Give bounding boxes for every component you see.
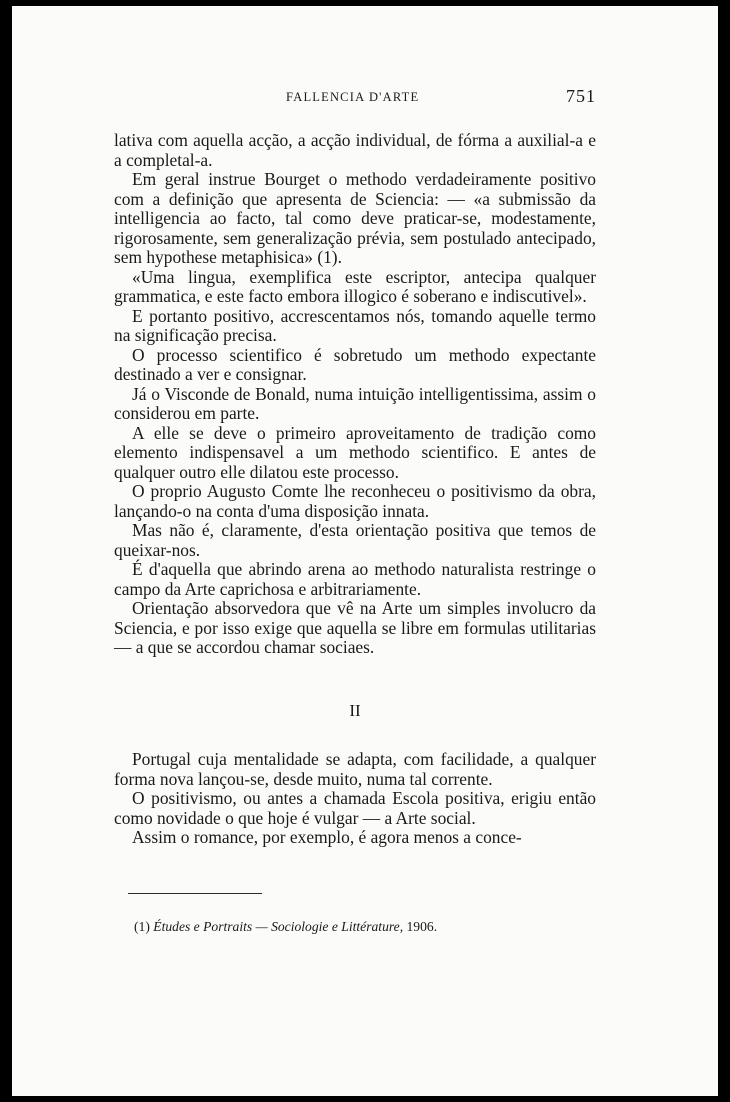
paragraph: Em geral instrue Bourget o methodo verdadeiramente positivo com a definição que apresenta de Sciencia: — «a submissão da intelligencia ao facto, tal como deve praticar-se, modestamente, rigorosamente, sem generalização prévia, sem postulado antecipado, sem hypothese metaphisica» (1).: [114, 169, 596, 267]
paragraph: Já o Visconde de Bonald, numa intuição intelligentissima, assim o considerou em parte.: [114, 383, 596, 423]
paragraph: E portanto positivo, accrescentamos nós, tomando aquelle termo na significação precisa.: [114, 305, 596, 345]
paragraph: O proprio Augusto Comte lhe reconheceu o positivismo da obra, lançando-o na conta d'uma disposição innata.: [114, 481, 596, 521]
paragraph: A elle se deve o primeiro aproveitamento de tradição como elemento indispensavel a um methodo scientifico. E antes de qualquer outro elle dilatou este processo.: [114, 422, 596, 482]
paragraph: Assim o romance, por exemplo, é agora menos a conce-: [132, 827, 522, 847]
footnote-marker: (1): [134, 919, 150, 934]
section-heading: II: [349, 701, 361, 720]
running-title: FALLENCIA D'ARTE: [286, 90, 420, 104]
paragraph: É d'aquella que abrindo arena ao methodo naturalista restringe o campo da Arte caprichosa e arbitrariamente.: [114, 559, 596, 599]
section-two-body: [114, 750, 596, 848]
paragraph: «Uma lingua, exemplifica este escriptor, antecipa qualquer grammatica, e este facto embora illogico é soberano e indiscutivel».: [114, 266, 596, 306]
page-number: 751: [566, 86, 596, 106]
paragraph: Orientação absorvedora que vê na Arte um simples involucro da Sciencia, e por isso exige que aquella se libre em formulas utilitarias — a que se accordou chamar sociaes.: [114, 598, 596, 657]
paragraph: O processo scientifico é sobretudo um methodo expectante destinado a ver e consignar.: [114, 344, 596, 384]
book-page: [12, 6, 718, 1096]
paragraph: O positivismo, ou antes a chamada Escola positiva, erigiu então como novidade o que hoje é vulgar — a Arte social.: [114, 788, 596, 828]
footnote-citation-title: Études e Portraits — Sociologie e Littérature,: [153, 919, 404, 934]
footnote-divider: [128, 893, 262, 894]
paragraph: Mas não é, claramente, d'esta orientação positiva que temos de queixar-nos.: [114, 520, 596, 560]
running-head: [114, 86, 596, 110]
footnote: [134, 919, 596, 935]
paragraph: lativa com aquella acção, a acção individual, de fórma a auxilial-a e a completal-a.: [114, 130, 596, 170]
paragraph: Portugal cuja mentalidade se adapta, com facilidade, a qualquer forma nova lançou-se, desde muito, numa tal corrente.: [114, 749, 596, 789]
section-one-body: [114, 131, 596, 658]
footnote-year: 1906.: [406, 919, 438, 934]
